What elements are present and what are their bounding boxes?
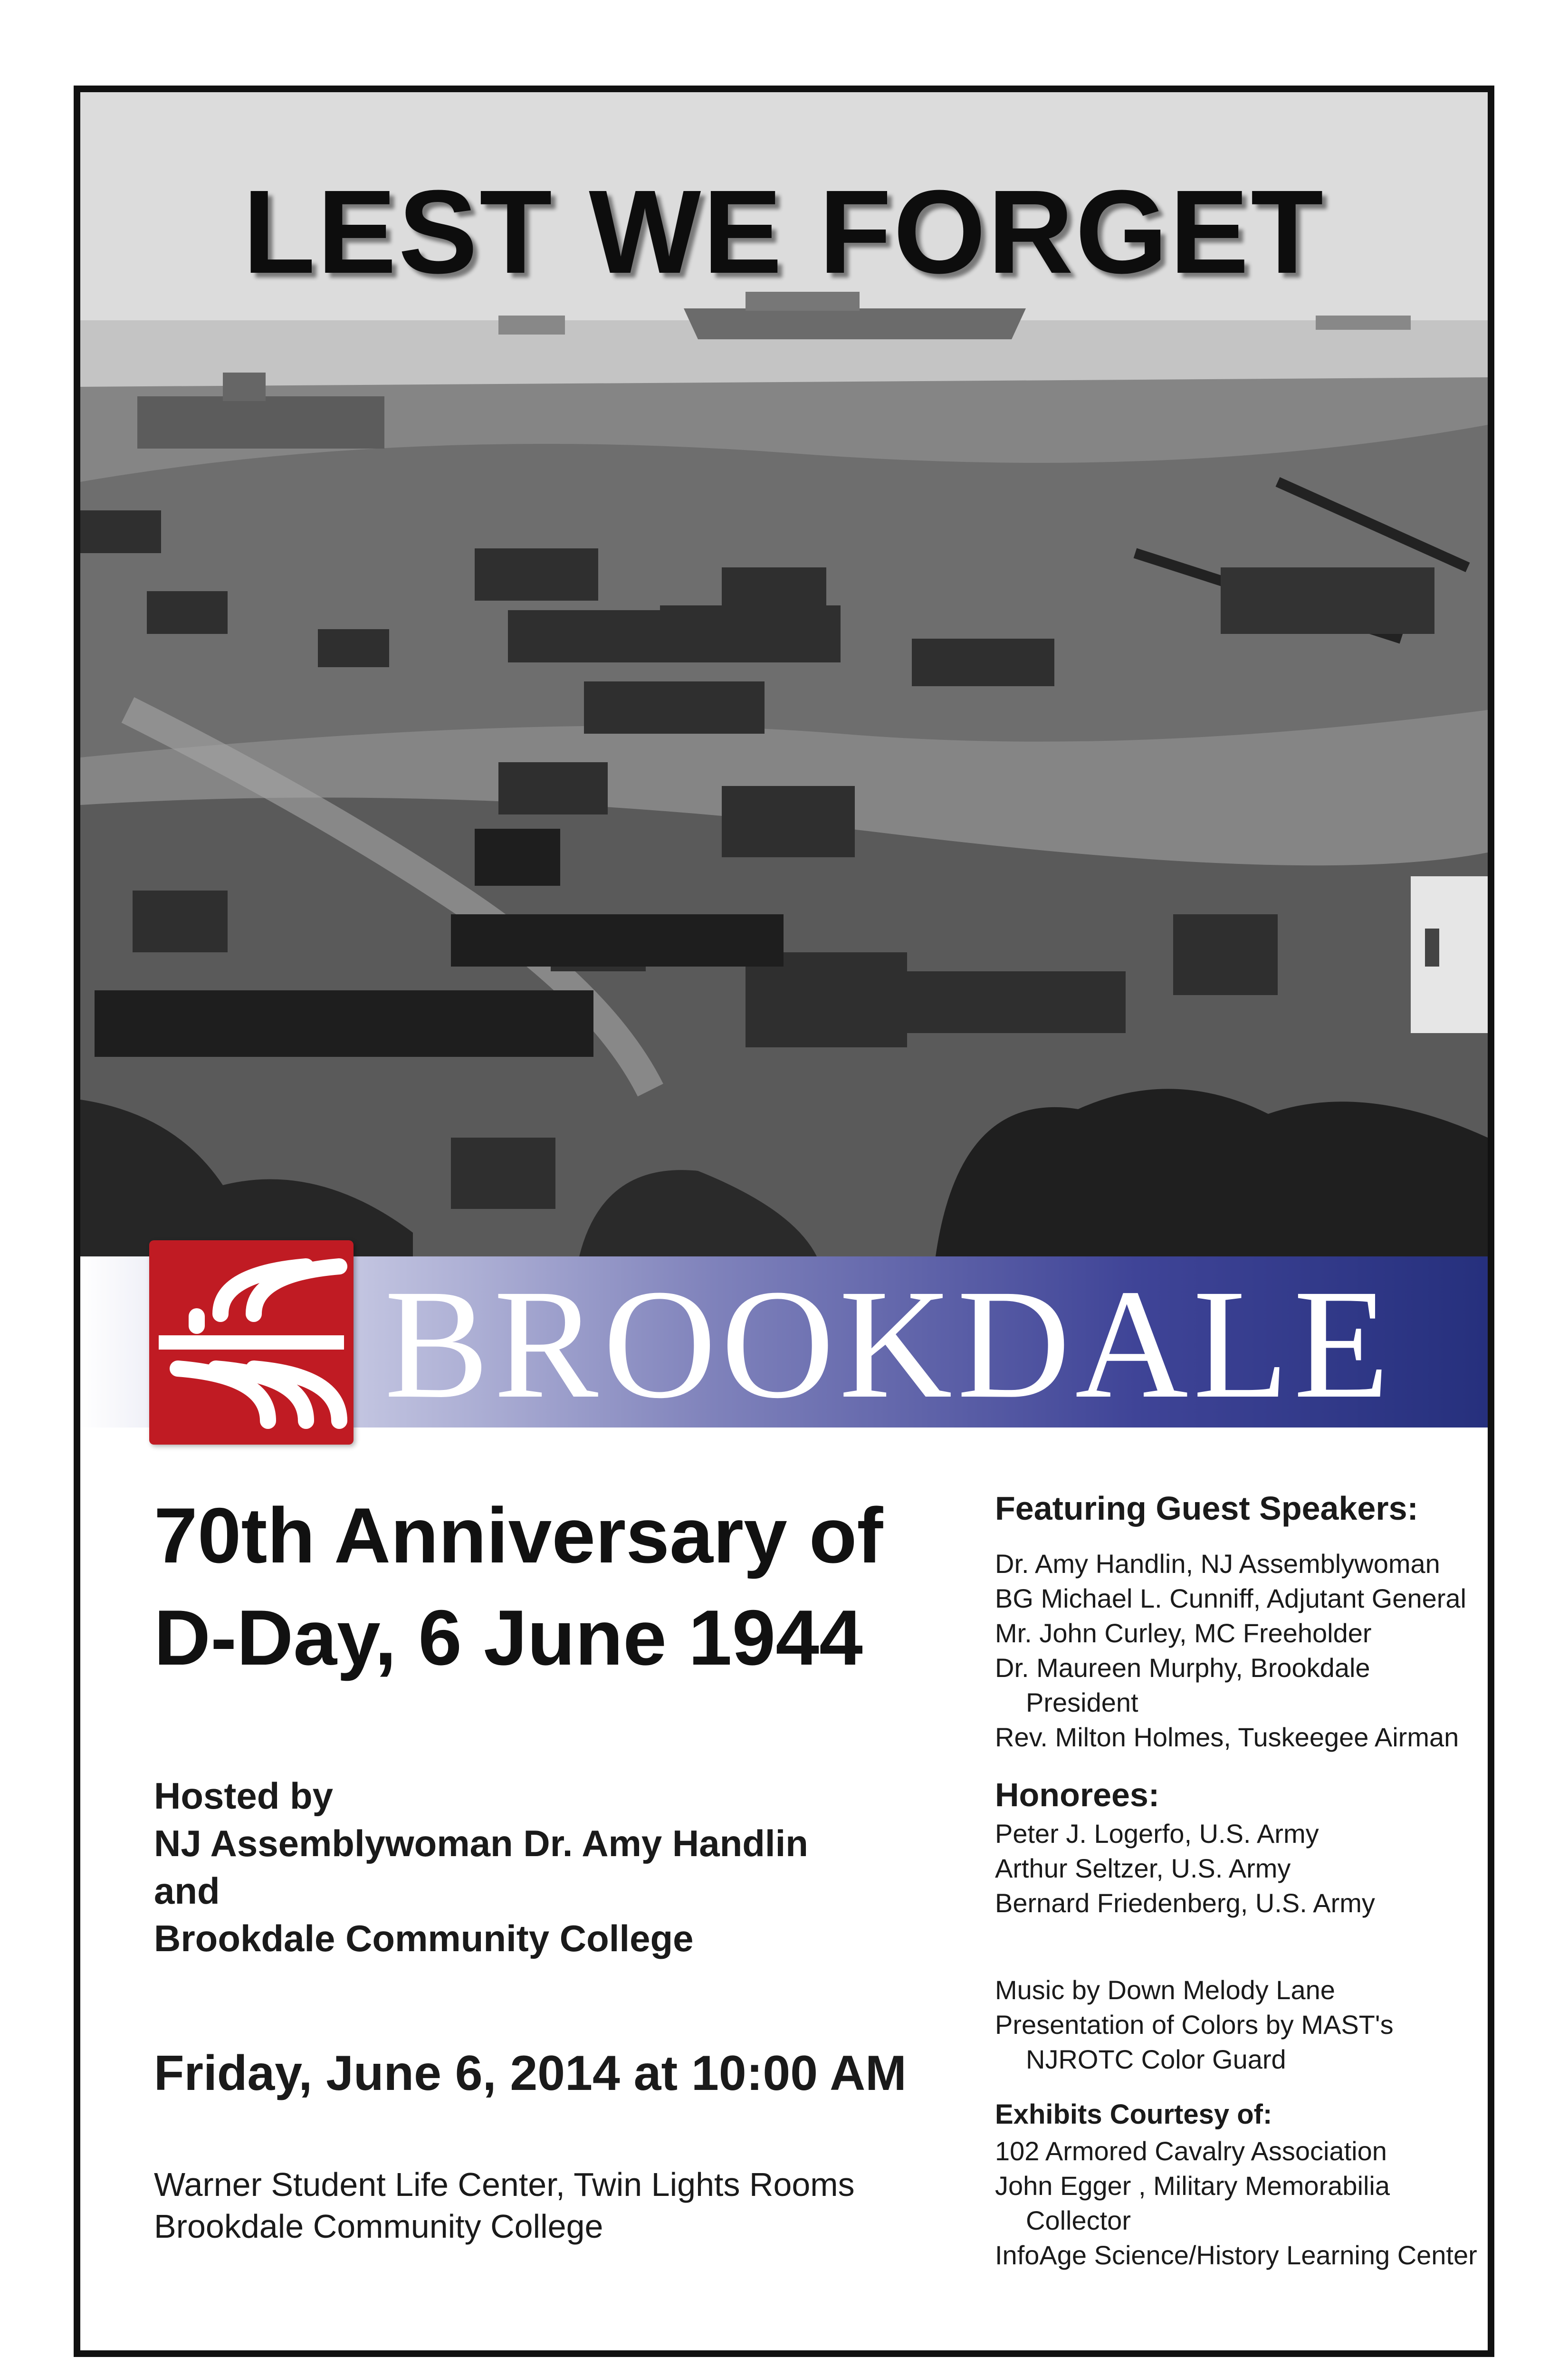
music-item: Presentation of Colors by MAST's NJROTC Color Guard <box>995 2010 1394 2074</box>
poster-frame <box>74 86 1494 2357</box>
brand-name: BROOKDALE <box>384 1257 1394 1431</box>
speaker-item: Rev. Milton Holmes, Tuskeegee Airman <box>995 1722 1459 1752</box>
hosted-by <box>154 1772 962 1962</box>
hosted-by-line: and <box>154 1870 220 1912</box>
event-title <box>154 1485 962 1689</box>
venue-line: Brookdale Community College <box>154 2208 603 2245</box>
exhibits-heading: Exhibits Courtesy of: <box>995 2099 1272 2130</box>
venue-line: Warner Student Life Center, Twin Lights Rooms <box>154 2166 855 2203</box>
event-venue <box>154 2164 962 2247</box>
speakers-heading: Featuring Guest Speakers: <box>995 1490 1418 1527</box>
dday-beach-photo <box>80 92 1488 1256</box>
speaker-item: BG Michael L. Cunniff, Adjutant General <box>995 1583 1466 1613</box>
speaker-item: Dr. Amy Handlin, NJ Assemblywoman <box>995 1549 1440 1579</box>
event-date-time: Friday, June 6, 2014 at 10:00 AM <box>154 2046 907 2101</box>
honoree-item: Arthur Seltzer, U.S. Army <box>995 1853 1291 1883</box>
speaker-item: Dr. Maureen Murphy, Brookdale President <box>995 1653 1370 1717</box>
event-details <box>154 1485 962 2247</box>
event-title-line-1: 70th Anniversary of <box>154 1492 883 1579</box>
exhibit-item: John Egger , Military Memorabilia Collector <box>995 2171 1390 2235</box>
speaker-item: Mr. John Curley, MC Freeholder <box>995 1618 1372 1648</box>
music-item: Music by Down Melody Lane <box>995 1975 1335 2005</box>
honoree-item: Peter J. Logerfo, U.S. Army <box>995 1819 1319 1849</box>
exhibit-item: InfoAge Science/History Learning Center <box>995 2240 1477 2270</box>
headline-title: LEST WE FORGET <box>242 165 1326 298</box>
hosted-by-line: Brookdale Community College <box>154 1917 694 1959</box>
brookdale-logo-icon <box>149 1240 354 1445</box>
honoree-item: Bernard Friedenberg, U.S. Army <box>995 1888 1375 1918</box>
hosted-by-line: NJ Assemblywoman Dr. Amy Handlin <box>154 1822 808 1864</box>
event-title-line-2: D-Day, 6 June 1944 <box>154 1594 863 1681</box>
honorees-heading: Honorees: <box>995 1776 1160 1813</box>
exhibit-item: 102 Armored Cavalry Association <box>995 2136 1387 2166</box>
program-details <box>995 1487 1489 2272</box>
hosted-by-line: Hosted by <box>154 1775 334 1817</box>
